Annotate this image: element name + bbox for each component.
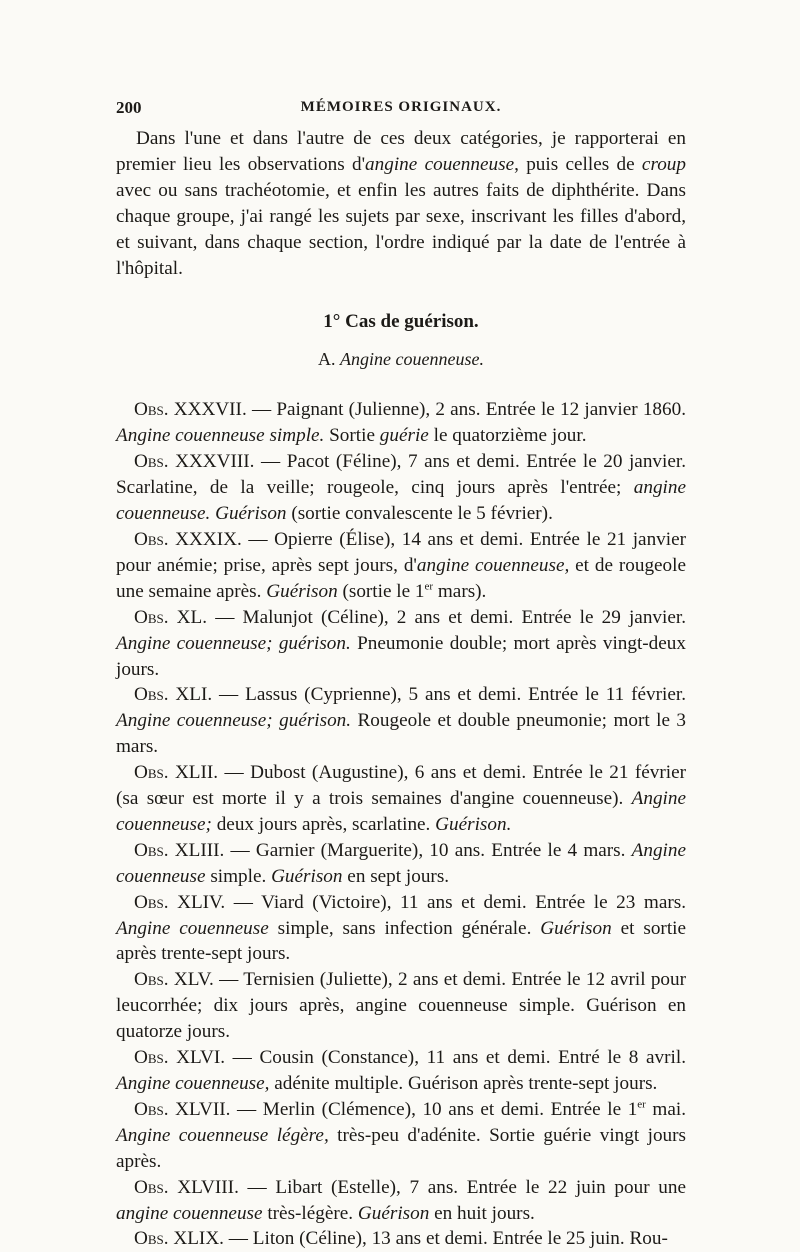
case-entry [116,682,686,760]
intro-emphasis: angine couenneuse [365,153,515,175]
case-label: Obs. XLVII. [134,1098,231,1120]
case-label: Obs. XXXVIII. [134,451,255,473]
case-entry [116,1175,686,1227]
case-label: Obs. XXXIX. [134,528,242,550]
case-text: — Lassus (Cyprienne), 5 ans et demi. Entrée le 11 février. [212,684,686,706]
intro-text-part: avec ou sans trachéotomie, et enfin les autres faits de diphthérite. Dans chaque groupe, j'ai rangé les sujets par sexe, inscrivant les filles d'abord, et suivant, dans chaque section, l'ordre indiqué par la date de l'entrée à l'hôpital. [116,179,686,279]
case-text: — Viard (Victoire), 11 ans et demi. Entrée le 23 mars. [225,891,686,913]
case-text: (sortie le 1 [337,580,425,602]
case-label: Obs. XXXVII. [134,399,247,421]
case-entry [116,890,686,968]
case-entry [116,838,686,890]
case-text: — Malunjot (Céline), 2 ans et demi. Entrée le 29 janvier. [207,606,686,628]
case-list [116,397,686,1252]
case-text: — Cousin (Constance), 11 ans et demi. Entré le 8 avril. [225,1047,686,1069]
case-emphasis: Angine couenneuse [116,839,686,887]
case-emphasis: Angine couenneuse légère, [116,1124,329,1146]
case-text: — Ternisien (Juliette), 2 ans et demi. Entrée le 12 avril pour leucorrhée; dix jours après, angine couenneuse simple. Guérison en quatorze jours. [116,969,686,1043]
case-text: Rougeole et double pneumonie; mort le 3 mars. [116,710,687,758]
case-text: en huit jours. [429,1202,535,1224]
running-header [116,98,686,126]
intro-emphasis: croup [641,153,686,175]
subsection-title [116,349,686,375]
case-text: — Libart (Estelle), 7 ans. Entrée le 22 juin pour une [238,1176,686,1198]
case-text: très-légère. [262,1202,358,1224]
case-label: Obs. XLIV. [134,891,226,913]
case-emphasis: Angine couenneuse simple. [116,425,325,447]
intro-text-part: , puis celles de [514,153,642,175]
case-emphasis: Guérison [271,865,343,887]
case-entry [116,1097,686,1175]
intro-text-part: Dans l'une et dans l'autre de ces deux catégories, je rapporterai en premier lieu les observations d' [116,128,686,175]
case-emphasis: Angine couenneuse; guérison. [116,632,351,654]
case-text: le quatorzième jour. [428,425,587,447]
case-superscript: er [424,580,434,593]
case-text: — Opierre (Élise), 14 ans et demi. Entrée le 21 janvier pour anémie; prise, après sept jours, d' [116,528,686,576]
case-emphasis: Angine couenneuse, [116,1073,270,1094]
case-text: mai. [645,1098,687,1120]
case-text: — Merlin (Clémence), 10 ans et demi. Entrée le 1 [230,1098,638,1120]
case-text: et sortie après trente-sept jours. [116,917,686,965]
case-entry [116,967,686,1045]
intro-text [116,126,686,281]
case-label: Obs. XLVI. [134,1047,226,1069]
running-title: MÉMOIRES ORIGINAUX. [300,99,502,115]
case-text: (sortie convalescente le 5 février). [286,503,553,525]
case-label: Obs. XL. [134,606,208,628]
page [116,98,686,1252]
case-emphasis: angine couenneuse. Guérison [116,477,686,525]
case-emphasis: angine couenneuse [116,1202,263,1224]
case-emphasis: angine couenneuse, [416,554,570,576]
case-entry [116,605,686,683]
case-text: en sept jours. [342,865,450,887]
case-text: adénite multiple. Guérison après trente-sept jours. [269,1073,658,1094]
case-label: Obs. XLVIII. [134,1176,239,1198]
case-emphasis: Guérison. [435,813,512,835]
case-text: — Garnier (Marguerite), 10 ans. Entrée le 4 mars. [224,839,632,861]
case-emphasis: Guérison [357,1202,430,1224]
case-entry [116,1045,686,1097]
case-emphasis: guérie [379,425,429,447]
case-entry [116,760,686,838]
case-label: Obs. XLII. [134,762,219,784]
case-text: et de rougeole une semaine après. [116,554,686,602]
case-entry [116,527,686,605]
case-text: très-peu d'adénite. Sortie guérie vingt jours après. [116,1124,686,1172]
case-entry [116,1226,686,1252]
case-text: Sortie [324,425,380,447]
intro-paragraph [116,126,686,281]
case-text: — Pacot (Féline), 7 ans et demi. Entrée le 20 janvier. Scarlatine, de la veille; rougeole, cinq jours après l'entrée; [116,451,686,499]
case-text: — Paignant (Julienne), 2 ans. Entrée le 12 janvier 1860. [246,399,686,421]
case-text: Pneumonie double; mort après vingt-deux jours. [116,632,686,680]
case-text: simple, sans infection générale. [268,917,541,939]
case-entry [116,449,686,527]
case-text: deux jours après, scarlatine. [211,813,436,835]
case-label: Obs. XLI. [134,684,213,706]
subsection-name: Angine couenneuse. [340,349,484,370]
case-emphasis: Angine couenneuse [116,917,269,939]
case-entry [116,397,686,449]
case-emphasis: Angine couenneuse; guérison. [116,710,352,732]
case-superscript: er [637,1098,646,1111]
page-number: 200 [116,98,142,117]
case-emphasis: Angine couenneuse; [116,788,686,835]
case-emphasis: Guérison [540,917,612,939]
section-title: 1° Cas de guérison. [323,311,479,333]
subsection-letter: A. [318,349,336,370]
case-text: — Dubost (Augustine), 6 ans et demi. Entrée le 21 février (sa sœur est morte il y a trois semaines d'angine couenneuse). [116,762,686,810]
case-text: — Liton (Céline), 13 ans et demi. Entrée le 25 juin. Rou- [223,1228,668,1250]
case-emphasis: Guérison [266,580,338,602]
case-label: Obs. XLV. [134,969,214,991]
case-text: simple. [205,865,272,887]
case-label: Obs. XLIII. [134,839,225,861]
case-label: Obs. XLIX. [134,1228,224,1250]
case-text: mars). [433,580,487,602]
